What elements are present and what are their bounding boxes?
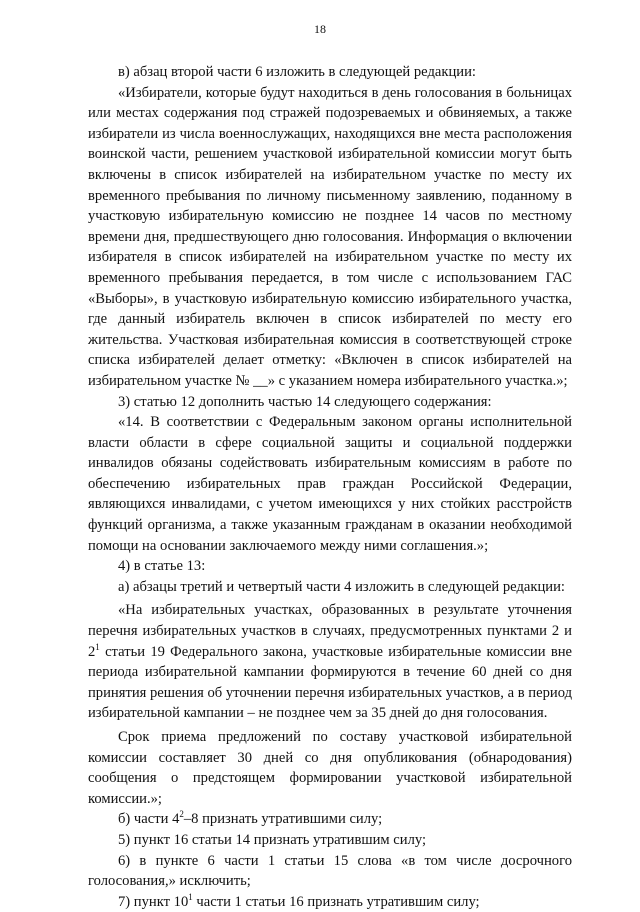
paragraph-item-4a: а) абзацы третий и четвертый части 4 изложить в следующей редакции:	[118, 578, 565, 595]
paragraph-text-part: –8 признать утратившими силу;	[183, 811, 383, 828]
paragraph-item-7	[88, 892, 572, 912]
document-body	[88, 62, 572, 912]
paragraph-item-5: 5) пункт 16 статьи 14 признать утратившим силу;	[118, 831, 427, 848]
paragraph-item-6: 6) в пункте 6 части 1 статьи 15 слова «в том числе досрочного голосования,» исключить;	[88, 852, 572, 890]
paragraph-text-part: статьи 19 Федерального закона, участковые избирательные комиссии вне периода избирательной кампании формируются в течение 60 дней со дня принятия решения об уточнении перечня избирательных участков, а в период избирательной кампании – не позднее чем за 35 дней до дня голосования.	[88, 643, 572, 722]
paragraph-text-part: б) части 4	[118, 811, 180, 828]
paragraph-item-4: 4) в статье 13:	[118, 558, 206, 575]
paragraph-quoted-voters: «Избиратели, которые будут находиться в день голосования в больницах или местах содержания под стражей подозреваемых и обвиняемых, а также избиратели из числа военнослужащих, находящихся вне места расположения воинской части, решением участковой избирательной комиссии могут быть включены в список избирателей на избирательном участке по месту их временного пребывания по личному письменному заявлению, поданному в участковую избирательную комиссию не позднее 14 часов по местному времени дня, предшествующего дню голосования. Информация о включении избирателя в список избирателей на избирательном участке по месту их временного пребывания передается, в том числе с использованием ГАС «Выборы», в участковую избирательную комиссию избирательного участка, где данный избиратель включен в список избирателей по месту его жительства. Участковая избирательная комиссия в соответствующей строке списка избирателей делает отметку: «Включен в список избирателей на избирательном участке № __» с указанием номера избирательного участка.»;	[88, 84, 572, 389]
paragraph-item-3: 3) статью 12 дополнить частью 14 следующего содержания:	[118, 393, 492, 410]
paragraph-item-4b	[88, 809, 572, 830]
page-number: 18	[314, 22, 326, 36]
superscript: 1	[188, 891, 193, 902]
paragraph-quoted-14: «14. В соответствии с Федеральным законом органы исполнительной власти области в сфере социальной защиты и социальной поддержки инвалидов обязаны содействовать избирательным комиссиям в работе по обеспечению избирательных прав граждан Российской Федерации, являющихся инвалидами, с учетом имеющихся у них стойких расстройств функций организма, а также указанным гражданам в оказании необходимой помощи на основании заключаемого между ними соглашения.»;	[88, 414, 572, 554]
paragraph-text-part: 7) пункт 10	[118, 893, 189, 910]
paragraph-quoted-polling-stations	[88, 600, 572, 724]
superscript: 1	[95, 641, 100, 652]
paragraph-text-part: части 1 статьи 16 признать утратившим силу;	[192, 893, 480, 910]
paragraph-proposal-period: Срок приема предложений по составу участковой избирательной комиссии составляет 30 дней со дня опубликования (обнародования) сообщения о предстоящем формировании участковой избирательной комиссии.»;	[88, 729, 572, 807]
paragraph-amendment-v: в) абзац второй части 6 изложить в следующей редакции:	[118, 64, 476, 80]
paragraph-text-part: «На избирательных участках, образованных в результате уточнения перечня избирательных участков в случаях, предусмотренных пунктами 2 и 2	[88, 602, 572, 660]
superscript: 2	[179, 809, 184, 820]
